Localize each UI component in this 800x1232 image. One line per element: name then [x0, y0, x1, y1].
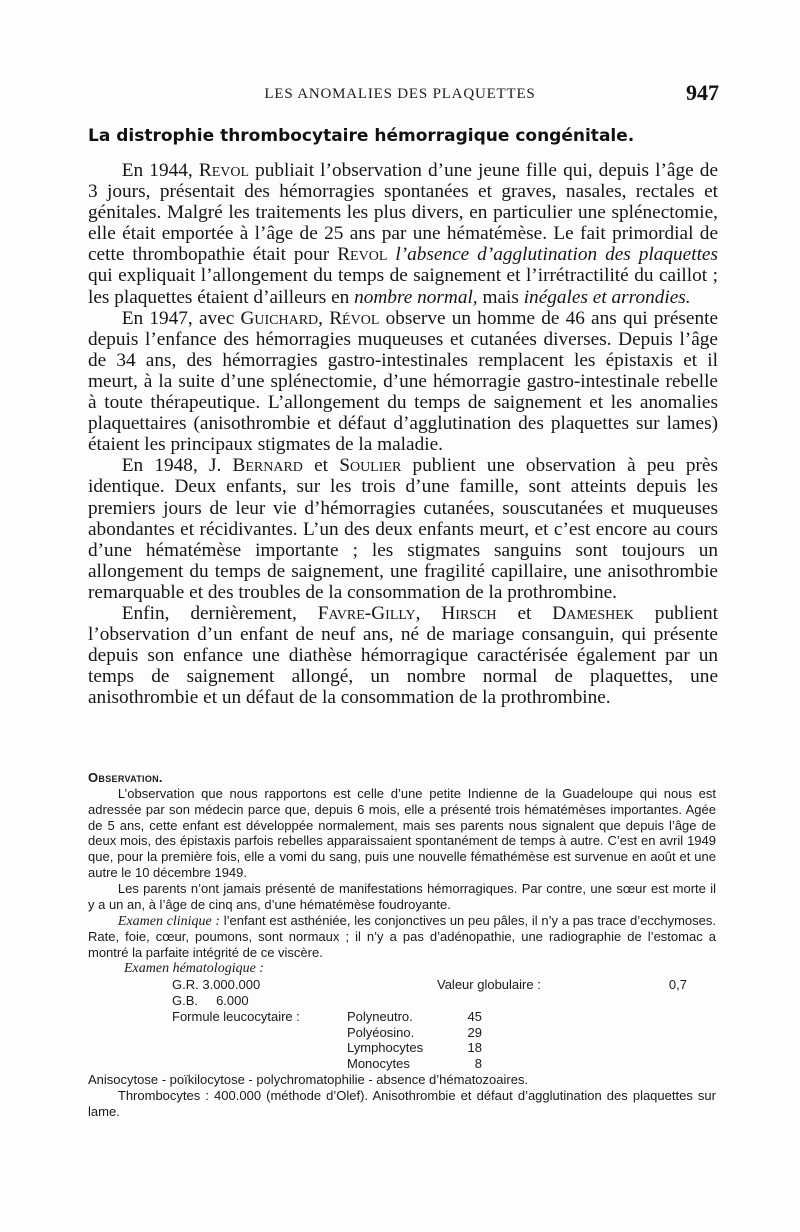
observation-heading: Observation. — [88, 770, 163, 785]
text-run: qui expliquait l’allongement du temps de saignement et l’irrétractilité du caillot ; les plaquettes étaient d’ailleurs en — [88, 265, 718, 308]
page-number: 947 — [686, 80, 719, 105]
gr-value: 3.000.000 — [202, 976, 261, 992]
formule-item-value: 18 — [467, 1040, 482, 1056]
table-row — [172, 1025, 716, 1041]
formule-item-value: 45 — [467, 1008, 482, 1024]
formule-item-value: 29 — [467, 1024, 482, 1040]
exam-hematologique-label: Examen hématologique : — [124, 961, 264, 977]
table-cell — [172, 993, 347, 1009]
paragraph-revol-1944 — [88, 160, 718, 308]
paragraph-favre-gilly — [88, 603, 718, 708]
author-name: Hirsch — [441, 602, 497, 624]
table-cell — [172, 977, 347, 993]
exam-clinique-paragraph — [88, 913, 716, 962]
text-run: , — [318, 307, 330, 329]
author-name: Dameshek — [552, 602, 634, 624]
section-title: La distrophie thrombocytaire hémorragique congénitale. — [88, 126, 635, 146]
gb-label: G.B. — [172, 992, 199, 1008]
text-run: En 1948, J. — [121, 455, 233, 477]
text-run: observe un homme de 46 ans qui présente depuis l’enfance des hémorragies muqueuses et cutanées diverses. Depuis l’âge de 34 ans, des hémorragies gastro-intestinales remplacent les épistaxis et il meurt, à la suite d’une splénectomie, d’une hémorragie gastro-intestinale rebelle à toute thérapeutique. L’allongement du temps de saignement et les anomalies plaquettaires (anisothrombie et défaut d’agglutination des plaquettes sur lames) étaient les principaux stigmates de la maladie. — [88, 307, 719, 456]
text-run: , — [415, 602, 442, 624]
table-row — [172, 1009, 716, 1025]
text-run: mais — [477, 286, 524, 308]
text-run: En 1944, — [121, 160, 199, 181]
author-name: Favre-Gilly — [317, 602, 416, 624]
observation-paragraph: Anisocytose - poïkilocytose - polychromatophilie - absence d’hématozoaires. — [88, 1072, 529, 1088]
formule-item-name: Lymphocytes — [347, 1040, 424, 1056]
formule-label: Formule leucocytaire : — [172, 1008, 300, 1024]
emphasis-text: inégales et arrondies. — [523, 286, 691, 308]
exam-clinique-text: l’enfant est asthéniée, les conjonctives un peu pâles, il n’y a pas trace d’ecchymoses. Rate, foie, cœur, poumons, sont normaux ; il n’y a pas d’adénopathie, une radiographie de l’estomac a montré la parfaite intégrité de ce viscère. — [88, 912, 717, 961]
paragraph-guichard-1947 — [88, 308, 718, 456]
observation-paragraph: Thrombocytes : 400.000 (méthode d’Olef). Anisothrombie et défaut d’agglutination des plaquettes sur lame. — [88, 1087, 716, 1119]
text-run: publient une observation à peu près identique. Deux enfants, sur les trois d’une famille, sont atteints depuis les premiers jours de leur vie d’hémorragies cutanées, souscutanées et muqueuses abondantes et récidivantes. L’un des deux enfants meurt, et c’est encore au cours d’une hématémèse importante ; les stigmates sanguins sont toujours un allongement du temps de saignement, une fragilité capillaire, une anisothrombie remarquable et des troubles de la consommation de la prothrombine. — [88, 455, 718, 603]
table-row — [172, 1040, 716, 1056]
table-cell — [347, 977, 437, 993]
paragraph-bernard-1948 — [88, 455, 718, 603]
emphasis-text: l’absence d’agglutination des plaquettes — [395, 244, 718, 266]
table-row — [172, 977, 716, 993]
gb-value: 6.000 — [216, 992, 249, 1008]
author-name: Guichard — [240, 307, 319, 329]
observation-section — [88, 770, 716, 1120]
author-name: Bernard — [232, 455, 303, 477]
formule-item-name: Monocytes — [347, 1056, 410, 1072]
author-name: Revol — [198, 160, 250, 181]
valeur-globulaire-value: 0,7 — [668, 976, 687, 992]
author-name: Révol — [329, 307, 380, 329]
observation-paragraph: L’observation que nous rapportons est celle d’une petite Indienne de la Guadeloupe qui nous est adressée par son médecin parce que, depuis 6 mois, elle a présenté trois hématémèses importantes. Agée de 5 ans, cette enfant est développée normalement, mais ses parents nous signalent que depuis l’âge de deux mois, des épistaxis parfois rebelles apparaissaient spontanément de temps à autre. C’est en avril 1949 que, pour la première fois, elle a vomi du sang, puis une nouvelle fémathémèse est survenue en août et une autre le 10 décembre 1949. — [88, 785, 716, 881]
formule-item-name: Polyéosino. — [347, 1024, 415, 1040]
text-run: et — [496, 602, 553, 624]
text-run: Enfin, dernièrement, — [121, 602, 318, 624]
hematology-table — [172, 977, 716, 1072]
text-run: En 1947, avec — [121, 307, 241, 329]
exam-clinique-label: Examen clinique : — [117, 913, 220, 929]
formule-item-value: 8 — [474, 1056, 482, 1072]
author-name: Soulier — [339, 455, 402, 477]
emphasis-text: nombre normal, — [354, 286, 478, 308]
table-row — [172, 993, 716, 1009]
text-run: publiait l’observation d’une jeune fille qui, depuis l’âge de 3 jours, présentait des hémorragies spontanées et graves, nasales, rectales et génitales. Malgré les traitements les plus divers, en particulier une splénectomie, elle était emportée à l’âge de 25 ans par une hématémèse. Le fait primordial de cette thrombopathie était pour — [88, 160, 718, 266]
author-name: Revol — [337, 244, 388, 266]
text-run: publient l’observation d’un enfant de neuf ans, né de mariage consanguin, qui présente depuis son enfance une diathèse hémorragique caractérisée également par un temps de saignement allongé, un nombre normal de plaquettes, une anisothrombie et un défaut de la consommation de la prothrombine. — [88, 602, 718, 709]
main-body-text — [88, 160, 718, 708]
text-run: et — [302, 455, 340, 477]
observation-paragraph: Les parents n’ont jamais présenté de manifestations hémorragiques. Par contre, une sœur est morte il y a un an, à l’âge de cinq ans, d’une hématémèse foudroyante. — [88, 880, 716, 912]
formule-item-name: Polyneutro. — [347, 1008, 413, 1024]
table-row — [172, 1056, 716, 1072]
running-title: LES ANOMALIES DES PLAQUETTES — [264, 86, 536, 102]
valeur-globulaire-label: Valeur globulaire : — [437, 976, 541, 992]
gr-label: G.R. — [172, 976, 199, 992]
